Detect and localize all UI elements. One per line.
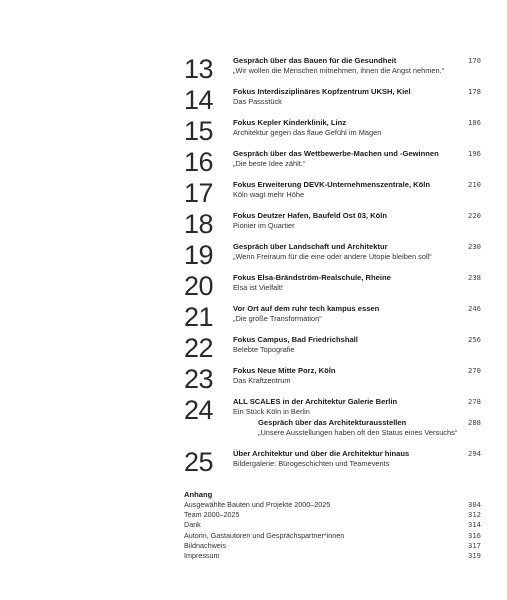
page-number: 317	[468, 540, 481, 550]
toc-entry[interactable]	[0, 335, 507, 367]
page-number: 294	[468, 449, 481, 458]
chapter-number: 21	[184, 302, 214, 332]
appendix-row[interactable]	[184, 510, 481, 520]
appendix-row[interactable]	[184, 541, 481, 551]
entry-subtitle: Das Passstück	[233, 97, 282, 106]
entry-title[interactable]: Fokus Kepler Kinderklinik, Linz	[233, 118, 347, 127]
page-number: 270	[468, 366, 481, 375]
nested-entry-subtitle: „Unsere Ausstellungen haben oft den Status eines Versuchs“	[258, 428, 458, 437]
appendix-row[interactable]	[184, 520, 481, 530]
page-number: 256	[468, 335, 481, 344]
toc-entry[interactable]	[0, 118, 507, 150]
page-number: 238	[468, 273, 481, 282]
toc-entry[interactable]	[0, 56, 507, 88]
appendix-label[interactable]: Dank	[184, 520, 201, 530]
entry-subtitle: „Wir wollen die Menschen mitnehmen, ihnen die Angst nehmen.“	[233, 66, 445, 75]
entry-title[interactable]: Gespräch über das Bauen für die Gesundheit	[233, 56, 397, 65]
appendix-section	[184, 490, 481, 561]
entry-subtitle: „Die beste Idee zählt.“	[233, 159, 306, 168]
page-number: 196	[468, 149, 481, 158]
appendix-row[interactable]	[184, 551, 481, 561]
chapter-number: 20	[184, 271, 214, 301]
entry-title[interactable]: Fokus Neue Mitte Porz, Köln	[233, 366, 336, 375]
entry-title[interactable]: Fokus Elsa-Brändström-Realschule, Rheine	[233, 273, 391, 282]
entry-subtitle: Ein Stück Köln in Berlin	[233, 407, 310, 416]
toc-entry[interactable]	[0, 304, 507, 336]
entry-title[interactable]: Gespräch über das Wettbewerbe-Machen und -Gewinnen	[233, 149, 439, 158]
toc-entry[interactable]	[0, 242, 507, 274]
chapter-number: 23	[184, 364, 214, 394]
page-number: 230	[468, 242, 481, 251]
chapter-number: 22	[184, 333, 214, 363]
chapter-number: 24	[184, 395, 214, 425]
page-number: 220	[468, 211, 481, 220]
entry-subtitle: „Die große Transformation“	[233, 314, 322, 323]
entry-title[interactable]: Fokus Campus, Bad Friedrichshall	[233, 335, 358, 344]
entry-title[interactable]: Fokus Deutzer Hafen, Baufeld Ost 03, Köln	[233, 211, 388, 220]
entry-subtitle: Bildergalerie: Bürogeschichten und Teamevents	[233, 459, 390, 468]
entry-title[interactable]: Fokus Interdisziplinäres Kopfzentrum UKSH, Kiel	[233, 87, 411, 96]
chapter-number: 16	[184, 147, 214, 177]
entry-subtitle: Pionier im Quartier	[233, 221, 295, 230]
entry-title[interactable]: ALL SCALES in der Architektur Galerie Berlin	[233, 397, 398, 406]
nested-page-number: 288	[468, 418, 481, 427]
entry-title[interactable]: Fokus Erweiterung DEVK-Unternehmenszentrale, Köln	[233, 180, 431, 189]
toc-entry[interactable]	[0, 87, 507, 119]
toc-entry[interactable]	[0, 211, 507, 243]
entry-subtitle: „Wenn Freiraum für die eine oder andere Utopie bleiben soll“	[233, 252, 432, 261]
entry-subtitle: Architektur gegen das flaue Gefühl im Magen	[233, 128, 382, 137]
chapter-number: 17	[184, 178, 214, 208]
entry-title[interactable]: Über Architektur und über die Architektur hinaus	[233, 449, 410, 458]
appendix-row[interactable]	[184, 500, 481, 510]
entry-subtitle: Belebte Topografie	[233, 345, 295, 354]
page-number: 178	[468, 87, 481, 96]
chapter-number: 13	[184, 54, 214, 84]
chapter-number: 19	[184, 240, 214, 270]
page-number: 210	[468, 180, 481, 189]
chapter-number: 14	[184, 85, 214, 115]
entry-subtitle: Das Kraftzentrum	[233, 376, 291, 385]
chapter-number: 15	[184, 116, 214, 146]
toc-entry[interactable]	[0, 397, 507, 443]
toc-entry[interactable]	[0, 366, 507, 398]
appendix-heading: Anhang	[184, 490, 213, 499]
entry-title[interactable]: Gespräch über Landschaft und Architektur	[233, 242, 388, 251]
page-number: 170	[468, 56, 481, 65]
toc-entry[interactable]	[0, 180, 507, 212]
page-number: 319	[468, 550, 481, 560]
chapter-number: 25	[184, 447, 214, 477]
appendix-row[interactable]	[184, 531, 481, 541]
entry-title[interactable]: Vor Ort auf dem ruhr tech kampus essen	[233, 304, 380, 313]
page-number: 316	[468, 530, 481, 540]
entry-subtitle: Elsa ist Vielfalt!	[233, 283, 283, 292]
appendix-label[interactable]: Team 2000–2025	[184, 510, 240, 520]
appendix-label[interactable]: Impressum	[184, 550, 220, 560]
toc-entry[interactable]	[0, 149, 507, 181]
page-number: 186	[468, 118, 481, 127]
page-number: 246	[468, 304, 481, 313]
chapter-number: 18	[184, 209, 214, 239]
toc-entry[interactable]	[0, 449, 507, 481]
toc-entry[interactable]	[0, 273, 507, 305]
appendix-label[interactable]: Ausgewählte Bauten und Projekte 2000–2025	[184, 500, 331, 509]
page-number: 312	[468, 510, 481, 520]
appendix-label[interactable]: Autorin, Gastautoren und Gesprächspartner*innen	[184, 530, 345, 540]
entry-subtitle: Köln wagt mehr Höhe	[233, 190, 305, 199]
appendix-label[interactable]: Bildnachweis	[184, 540, 226, 550]
nested-entry-title[interactable]: Gespräch über das Architekturausstellen	[258, 418, 407, 427]
page-number: 314	[468, 520, 481, 530]
page-number: 278	[468, 397, 481, 406]
page-number: 304	[468, 500, 481, 509]
